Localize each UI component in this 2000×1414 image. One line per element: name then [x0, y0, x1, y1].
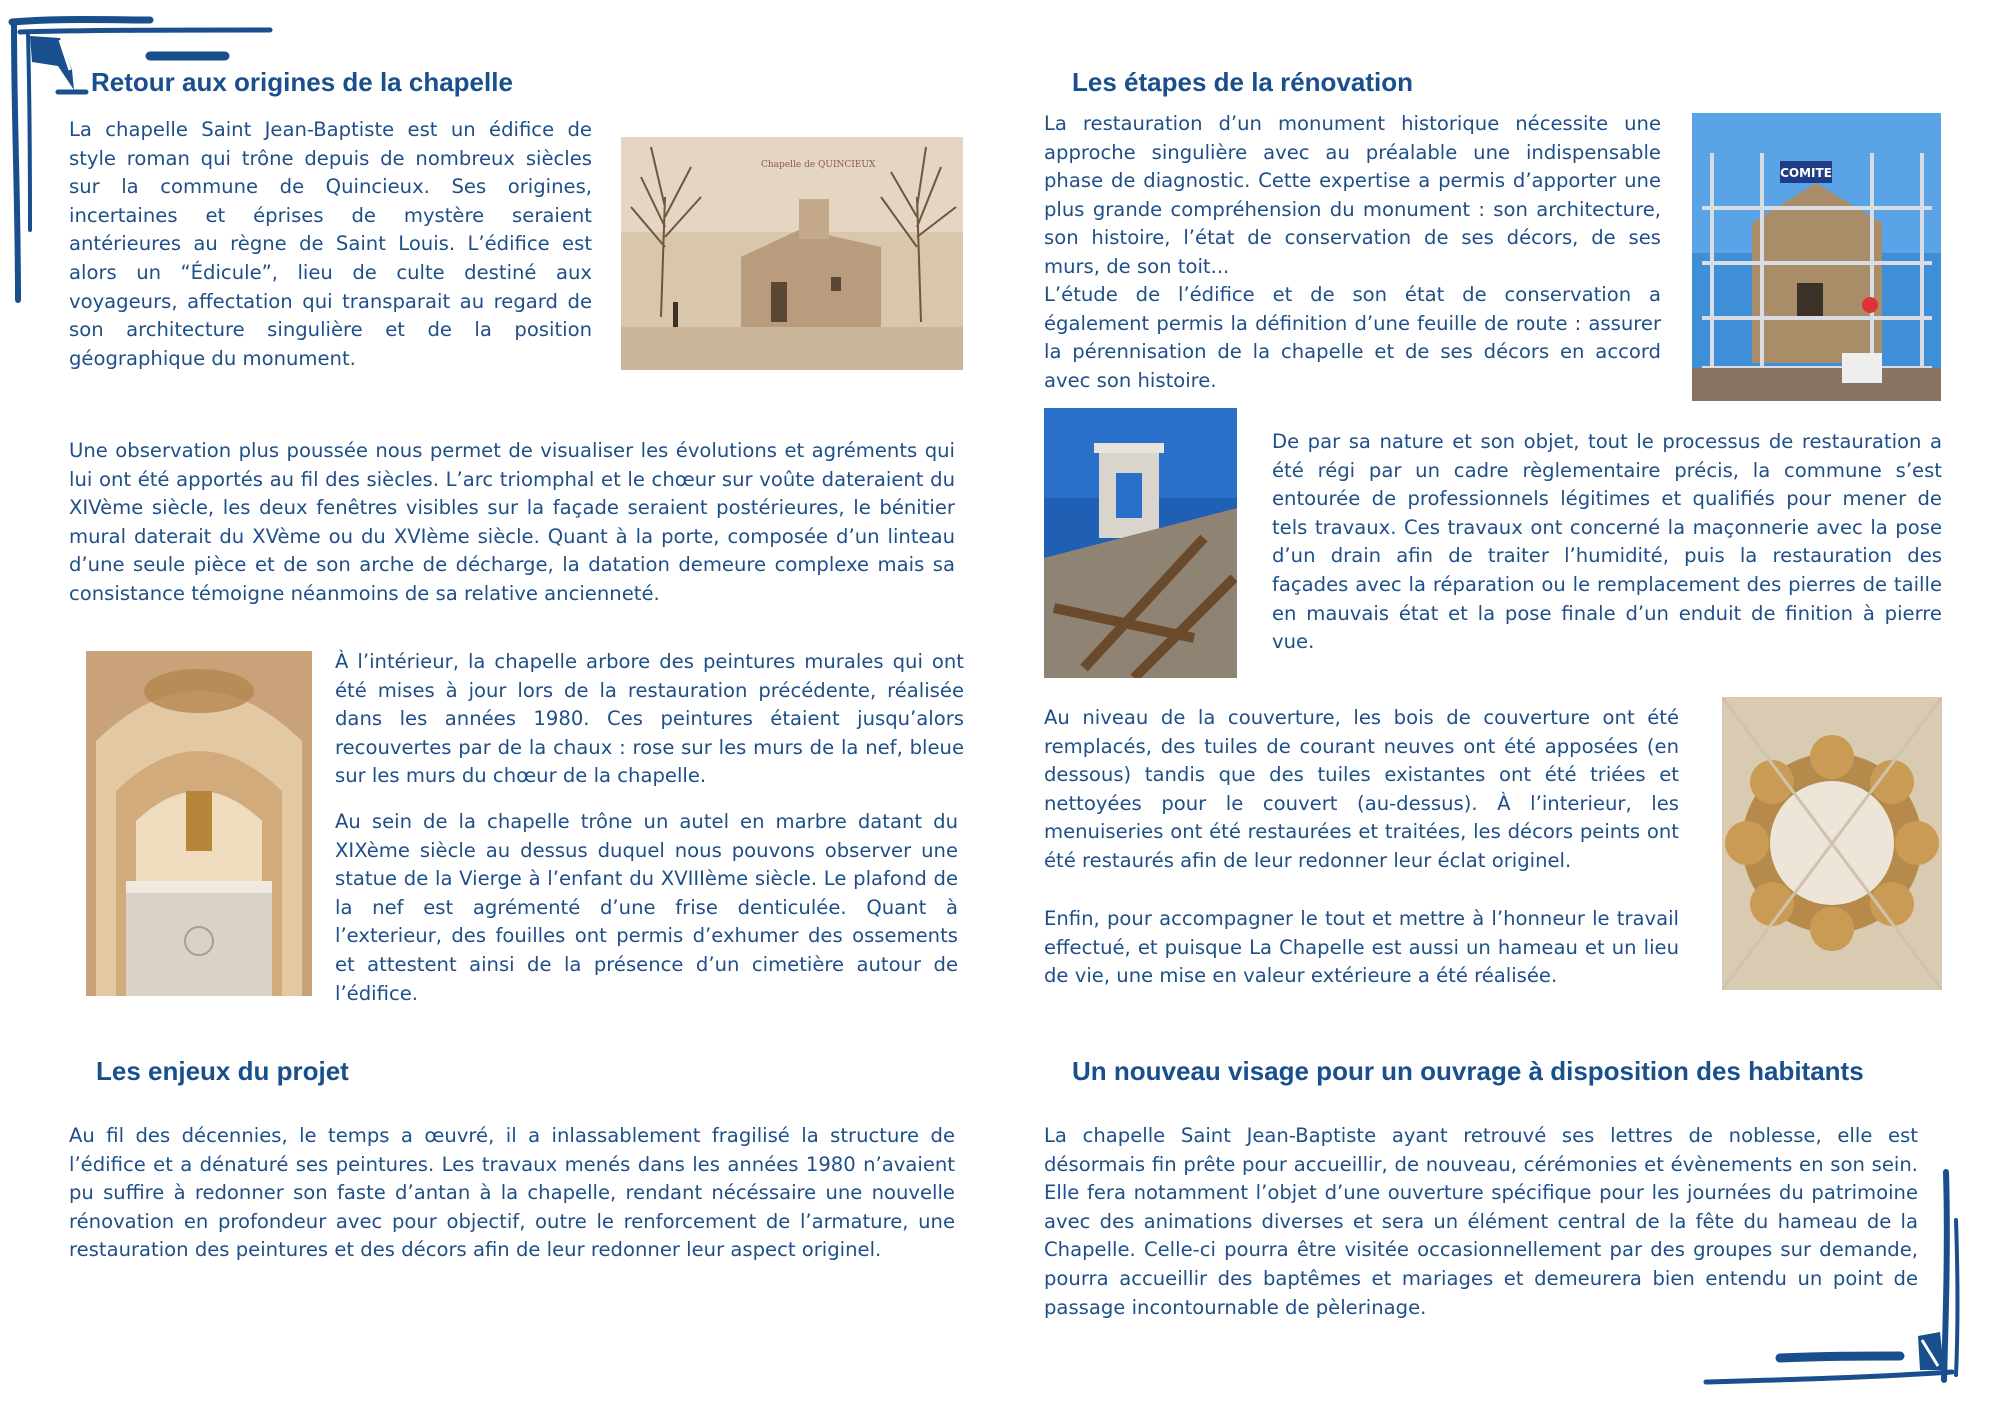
section-title-new-face: Un nouveau visage pour un ouvrage à disposition des habitants: [1072, 1056, 1864, 1086]
renovation-paragraph-2: L’étude de l’édifice et de son état de conservation a également permis la définition d’une feuille de route : assurer la pérennisation de la chapelle et de ses décors en accord avec son histoire.: [1044, 283, 1661, 392]
section-title-origins: Retour aux origines de la chapelle: [91, 67, 513, 97]
section-title-stakes: Les enjeux du projet: [96, 1056, 349, 1086]
old-chapel-postcard-image: [621, 137, 963, 370]
comite-sign-text: COMITE: [1780, 166, 1832, 180]
origins-paragraph-2: Une observation plus poussée nous permet de visualiser les évolutions et agréments qui lui ont été apportés au fil des siècles. L’arc triomphal et le chœur sur voûte dateraient du XIVème siècle, les deux fenêtres visibles sur la façade seraient postérieures, le bénitier mural daterait du XVème ou du XVIème siècle. Quant à la porte, composée d’un linteau d’une seule pièce et de son arche de décharge, la datation demeure complexe mais sa consistance témoigne néanmoins de sa relative ancienneté.: [69, 439, 955, 605]
origins-paragraph-3: À l’intérieur, la chapelle arbore des peintures murales qui ont été mises à jour lors de la restauration précédente, réalisée dans les années 1980. Ces peintures étaient jusqu’alors recouvertes par de la chaux : rose sur les murs de la nef, bleue sur les murs du chœur de la chapelle.: [335, 650, 964, 788]
svg-text:Chapelle de QUINCIEUX: Chapelle de QUINCIEUX: [761, 160, 876, 170]
new-face-paragraph: La chapelle Saint Jean-Baptiste ayant retrouvé ses lettres de noblesse, elle est désormais fin prête pour accueillir, de nouveau, cérémonies et évènements en son sein. Elle fera notamment l’objet d’une ouverture spécifique pour les journées du patrimoine avec des animations diverses et sera un élément central de la fête du hameau de la Chapelle. Celle-ci pourra être visitée occasionnellement par des groupes sur demande, pourra accueillir des baptêmes et mariages et demeurera bien entendu un point de passage incontournable de pèlerinage.: [1044, 1124, 1918, 1319]
roof-beams-image: [1044, 408, 1237, 678]
ceiling-fresco-image: [1722, 697, 1942, 990]
renovation-paragraph-4: Au niveau de la couverture, les bois de couverture ont été remplacés, des tuiles de courant neuves ont été apposées (en dessous) tandis que des tuiles existantes ont été triées et nettoyées pour le couvert (au-dessus). À l’interieur, les menuiseries ont été restaurées et traitées, les décors peints ont été restaurés afin de leur redonner leur éclat originel.: [1044, 706, 1679, 872]
origins-paragraph-4: Au sein de la chapelle trône un autel en marbre datant du XIXème siècle au dessus duquel nous pouvons observer une statue de la Vierge à l’enfant du XVIIIème siècle. Le plafond de la nef est agrémenté d’une frise denticulée. Quant à l’exterieur, des fouilles ont permis d’exhumer des ossements et attestent ainsi de la présence d’un cimetière autour de l’édifice.: [335, 810, 958, 1005]
origins-paragraph-1: La chapelle Saint Jean-Baptiste est un édifice de style roman qui trône depuis de nombreux siècles sur la commune de Quincieux. Ses origines, incertaines et éprises de mystère seraient antérieures au règne de Saint Louis. L’édifice est alors un “Édicule”, lieu de culte destiné aux voyageurs, affectation qui transparait au regard de son architecture singulière et de la position géographique du monument.: [69, 118, 592, 370]
chapel-interior-altar-image: [86, 651, 312, 996]
renovation-paragraph-1: La restauration d’un monument historique nécessite une approche singulière avec au préalable une indispensable phase de diagnostic. Cette expertise a permis d’apporter une plus grande compréhension du monument : son architecture, son histoire, l’état de conservation de ses décors, de ses murs, de son toit...: [1044, 112, 1661, 278]
section-title-renovation: Les étapes de la rénovation: [1072, 67, 1414, 97]
scaffolding-chapel-image: [1692, 113, 1941, 401]
renovation-paragraph-5: Enfin, pour accompagner le tout et mettre à l’honneur le travail effectué, et puisque La Chapelle est aussi un hameau et un lieu de vie, une mise en valeur extérieure a été réalisée.: [1044, 907, 1679, 988]
stakes-paragraph: Au fil des décennies, le temps a œuvré, il a inlassablement fragilisé la structure de l’édifice et a dénaturé ses peintures. Les travaux menés dans les années 1980 n’avaient pu suffire à redonner son faste d’antan à la chapelle, rendant nécéssaire une nouvelle rénovation en profondeur avec pour objectif, outre le renforcement de l’armature, une restauration des peintures et des décors afin de leur redonner leur aspect originel.: [69, 1124, 955, 1262]
renovation-paragraph-3: De par sa nature et son objet, tout le processus de restauration a été régi par un cadre règlementaire précis, la commune s’est entourée de professionnels légitimes et qualifiés pour mener de tels travaux. Ces travaux ont concerné la maçonnerie avec la pose d’un drain afin de traiter l’humidité, puis la restauration des façades avec la réparation ou le remplacement des pierres de taille en mauvais état et la pose finale d’un enduit de finition à pierre vue.: [1272, 430, 1942, 654]
